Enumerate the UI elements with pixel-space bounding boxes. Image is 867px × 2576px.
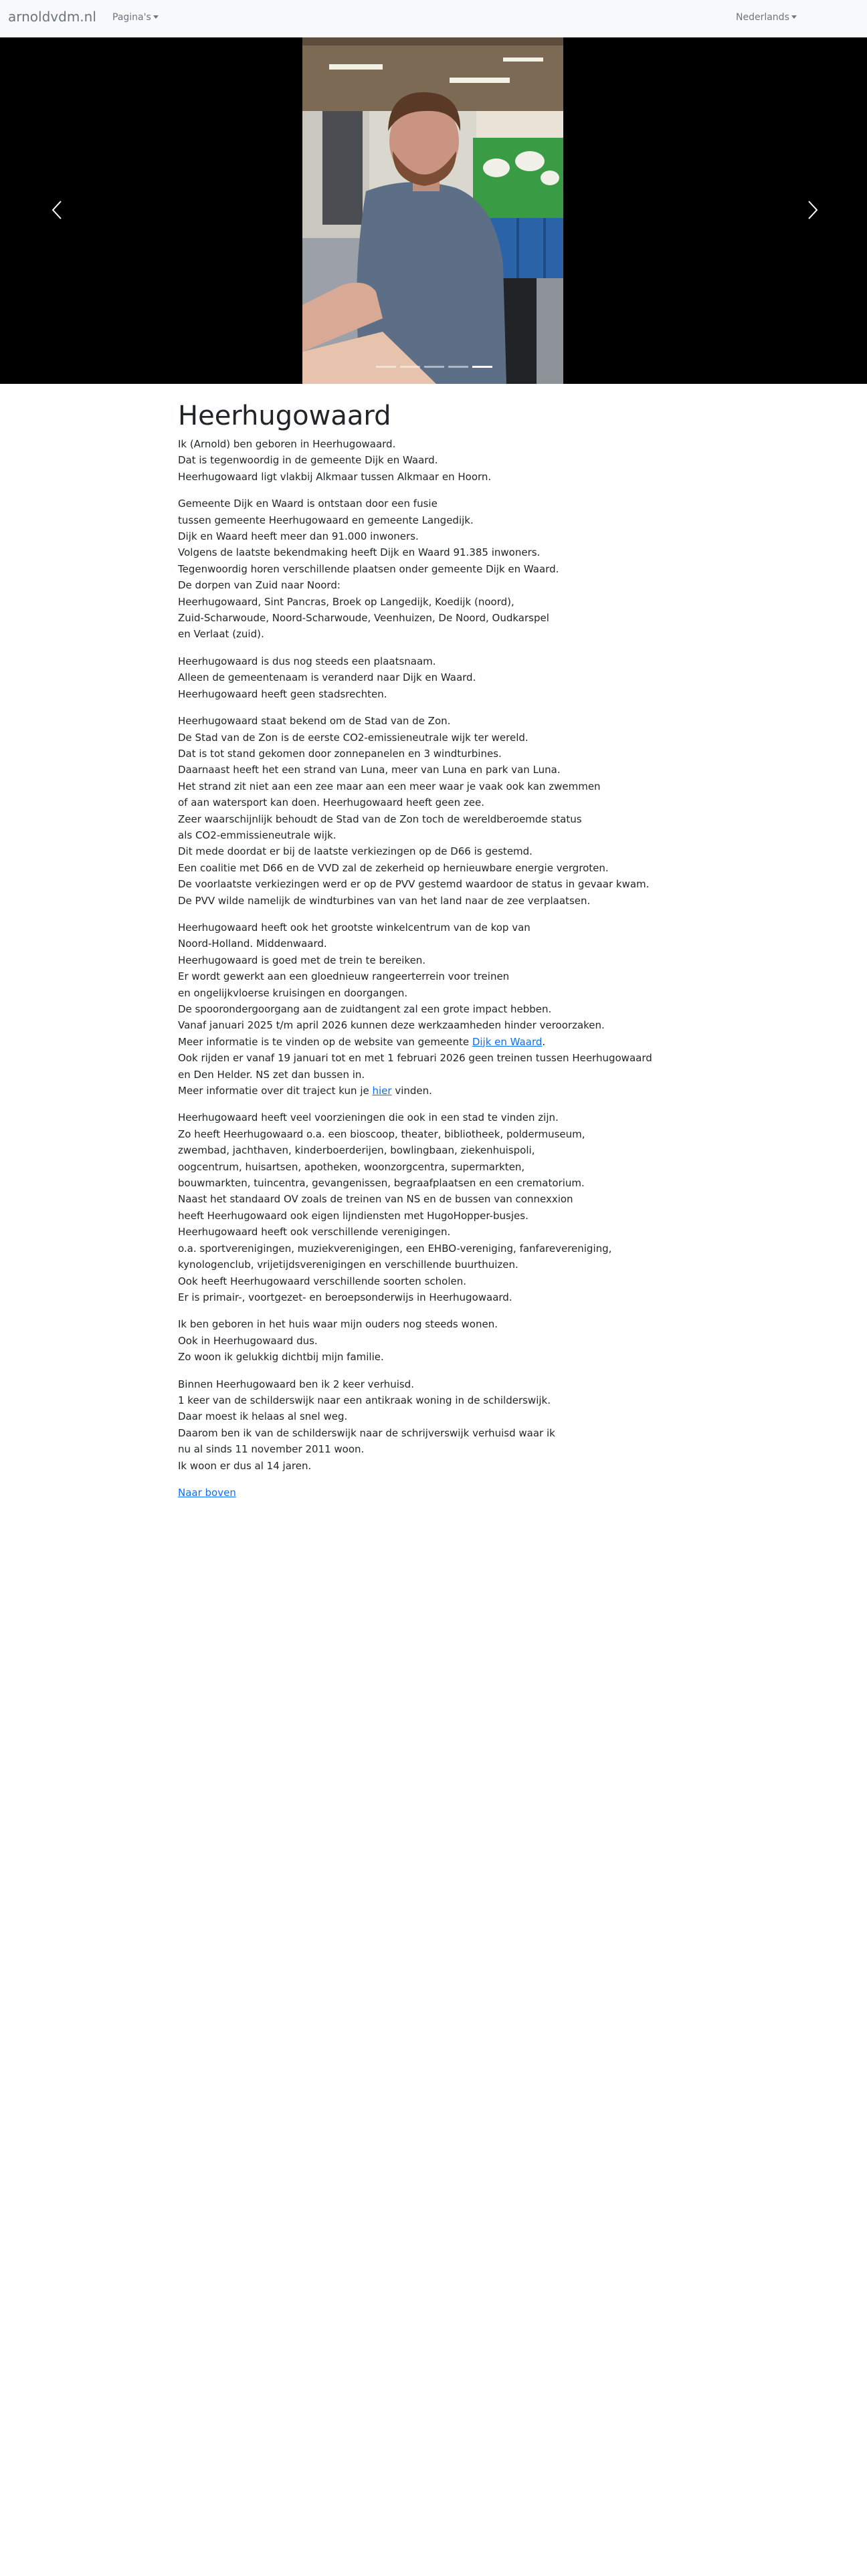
text-line: Daarom ben ik van de schilderswijk naar de schrijverswijk verhuisd waar ik: [178, 1426, 555, 1439]
back-to-top-link[interactable]: Naar boven: [178, 1486, 236, 1499]
text-line: en Verlaat (zuid).: [178, 628, 264, 641]
language-dropdown-label: Nederlands: [736, 12, 789, 23]
text-line: Dat is tegenwoordig in de gemeente Dijk en Waard.: [178, 454, 438, 467]
caret-down-icon: [153, 15, 159, 19]
text-line: kynologenclub, vrijetijdsverenigingen en verschillende buurthuizen.: [178, 1259, 518, 1271]
text-line: tussen gemeente Heerhugowaard en gemeente Langedijk.: [178, 514, 474, 526]
text-line: Dat is tot stand gekomen door zonnepanelen en 3 windturbines.: [178, 747, 502, 760]
paragraph-birth: [178, 436, 713, 485]
carousel-indicator[interactable]: [472, 366, 492, 368]
text-line: oogcentrum, huisartsen, apotheken, woonzorgcentra, supermarkten,: [178, 1160, 525, 1173]
text-line: en Den Helder. NS zet dan bussen in.: [178, 1068, 365, 1081]
text-line: Er is primair-, voortgezet- en beroepsonderwijs in Heerhugowaard.: [178, 1291, 512, 1303]
dijk-en-waard-link[interactable]: Dijk en Waard: [472, 1035, 543, 1048]
text-fragment: .: [542, 1035, 546, 1048]
text-line: Ook in Heerhugowaard dus.: [178, 1334, 318, 1347]
text-fragment: Meer informatie is te vinden op de website van gemeente: [178, 1035, 472, 1048]
photo-carousel: [0, 37, 867, 384]
language-dropdown[interactable]: [736, 12, 797, 23]
paragraph-placename: [178, 653, 713, 702]
text-line: De Stad van de Zon is de eerste CO2-emissieneutrale wijk ter wereld.: [178, 731, 528, 744]
carousel-indicator[interactable]: [400, 366, 420, 368]
text-line: Heerhugowaard heeft geen stadsrechten.: [178, 687, 387, 700]
text-line: Het strand zit niet aan een zee maar aan een meer waar je vaak ook kan zwemmen: [178, 780, 601, 792]
text-line: Er wordt gewerkt aan een gloednieuw rangeerterrein voor treinen: [178, 970, 510, 983]
text-line: Ik woon er dus al 14 jaren.: [178, 1459, 312, 1472]
text-line: De voorlaatste verkiezingen werd er op de PVV gestemd waardoor de status in gevaar kwam.: [178, 878, 650, 891]
text-line: Heerhugowaard heeft veel voorzieningen die ook in een stad te vinden zijn.: [178, 1111, 559, 1124]
paragraph-family: [178, 1316, 713, 1365]
text-line: Daar moest ik helaas al snel weg.: [178, 1410, 348, 1423]
brand-link[interactable]: arnoldvdm.nl: [8, 9, 96, 25]
text-line: Ook rijden er vanaf 19 januari tot en met 1 februari 2026 geen treinen tussen Heerhugowaard: [178, 1052, 652, 1065]
text-line: De dorpen van Zuid naar Noord:: [178, 579, 341, 592]
text-line: Zuid-Scharwoude, Noord-Scharwoude, Veenhuizen, De Noord, Oudkarspel: [178, 612, 549, 625]
text-line: Tegenwoordig horen verschillende plaatsen onder gemeente Dijk en Waard.: [178, 562, 559, 575]
text-fragment: vinden.: [391, 1085, 432, 1097]
text-line: Heerhugowaard, Sint Pancras, Broek op Langedijk, Koedijk (noord),: [178, 595, 514, 608]
text-line: bouwmarkten, tuincentra, gevangenissen, begraafplaatsen en een crematorium.: [178, 1177, 585, 1190]
page-title: Heerhugowaard: [178, 401, 391, 431]
text-line: heeft Heerhugowaard ook eigen lijndiensten met HugoHopper-busjes.: [178, 1209, 528, 1222]
text-line: of aan watersport kan doen. Heerhugowaard heeft geen zee.: [178, 796, 484, 809]
back-to-top-wrapper: [178, 1485, 713, 1501]
text-line: Gemeente Dijk en Waard is ontstaan door een fusie: [178, 498, 438, 510]
main-content: [178, 384, 713, 1511]
pages-dropdown[interactable]: [112, 12, 159, 23]
text-line: Alleen de gemeentenaam is veranderd naar Dijk en Waard.: [178, 671, 476, 684]
carousel-prev-button[interactable]: [0, 37, 120, 384]
text-line: o.a. sportverenigingen, muziekverenigingen, een EHBO-vereniging, fanfarevereniging,: [178, 1242, 612, 1255]
pages-dropdown-label: Pagina's: [112, 12, 151, 23]
chevron-right-icon: [807, 200, 819, 220]
paragraph-municipality: [178, 496, 713, 643]
carousel-indicator[interactable]: [376, 366, 396, 368]
traject-info-link[interactable]: hier: [372, 1085, 392, 1097]
text-line: De spoorondergoorgang aan de zuidtangent zal een grote impact hebben.: [178, 1003, 552, 1015]
text-line: Ik ben geboren in het huis waar mijn ouders nog steeds wonen.: [178, 1318, 498, 1331]
text-line: Heerhugowaard is dus nog steeds een plaatsnaam.: [178, 655, 436, 667]
text-line: Binnen Heerhugowaard ben ik 2 keer verhuisd.: [178, 1378, 414, 1390]
paragraph-rail: [178, 920, 713, 1099]
text-line: zwembad, jachthaven, kinderboerderijen, bowlingbaan, ziekenhuispoli,: [178, 1144, 535, 1157]
navbar: [0, 0, 867, 37]
text-line: Ik (Arnold) ben geboren in Heerhugowaard.: [178, 438, 396, 450]
portrait-photo: [302, 37, 563, 384]
text-line: Ook heeft Heerhugowaard verschillende soorten scholen.: [178, 1275, 467, 1287]
paragraph-stad-van-de-zon: [178, 713, 713, 909]
text-line: Zo heeft Heerhugowaard o.a. een bioscoop, theater, bibliotheek, poldermuseum,: [178, 1128, 585, 1140]
text-line: Volgens de laatste bekendmaking heeft Dijk en Waard 91.385 inwoners.: [178, 546, 541, 559]
carousel-indicator[interactable]: [448, 366, 468, 368]
text-line: Dit mede doordat er bij de laatste verkiezingen op de D66 is gestemd.: [178, 845, 533, 858]
text-line: nu al sinds 11 november 2011 woon.: [178, 1443, 365, 1456]
text-line: Dijk en Waard heeft meer dan 91.000 inwoners.: [178, 530, 419, 543]
text-line: Noord-Holland. Middenwaard.: [178, 938, 327, 950]
text-line: Heerhugowaard is goed met de trein te bereiken.: [178, 954, 426, 966]
carousel-indicators: [376, 364, 494, 370]
caret-down-icon: [791, 15, 797, 19]
text-line: Zeer waarschijnlijk behoudt de Stad van de Zon toch de wereldberoemde status: [178, 813, 582, 825]
text-line: Heerhugowaard staat bekend om de Stad van de Zon.: [178, 715, 451, 728]
paragraph-moves: [178, 1376, 713, 1474]
text-line: Een coalitie met D66 en de VVD zal de zekerheid op hernieuwbare energie vergroten.: [178, 861, 609, 874]
text-line: Daarnaast heeft het een strand van Luna, meer van Luna en park van Luna.: [178, 764, 561, 776]
text-line: De PVV wilde namelijk de windturbines van van het land naar de zee verplaatsen.: [178, 894, 591, 907]
text-line: Heerhugowaard heeft ook het grootste winkelcentrum van de kop van: [178, 921, 531, 934]
text-line: Naast het standaard OV zoals de treinen van NS en de bussen van connexxion: [178, 1193, 573, 1206]
carousel-slide-photo: [302, 37, 563, 384]
text-line: Heerhugowaard ligt vlakbij Alkmaar tussen Alkmaar en Hoorn.: [178, 470, 492, 483]
text-line: [178, 1034, 713, 1050]
carousel-next-button[interactable]: [747, 37, 867, 384]
text-fragment: Meer informatie over dit traject kun je: [178, 1085, 373, 1097]
text-line: Vanaf januari 2025 t/m april 2026 kunnen deze werkzaamheden hinder veroorzaken.: [178, 1019, 605, 1032]
text-line: Zo woon ik gelukkig dichtbij mijn familie.: [178, 1351, 384, 1364]
text-line: als CO2-emmissieneutrale wijk.: [178, 829, 336, 841]
text-line: en ongelijkvloerse kruisingen en doorgangen.: [178, 986, 408, 999]
text-line: Heerhugowaard heeft ook verschillende verenigingen.: [178, 1226, 451, 1239]
paragraph-facilities: [178, 1109, 713, 1305]
chevron-left-icon: [51, 200, 63, 220]
text-line: [178, 1083, 713, 1099]
text-line: 1 keer van de schilderswijk naar een antikraak woning in de schilderswijk.: [178, 1394, 551, 1406]
carousel-indicator[interactable]: [424, 366, 444, 368]
